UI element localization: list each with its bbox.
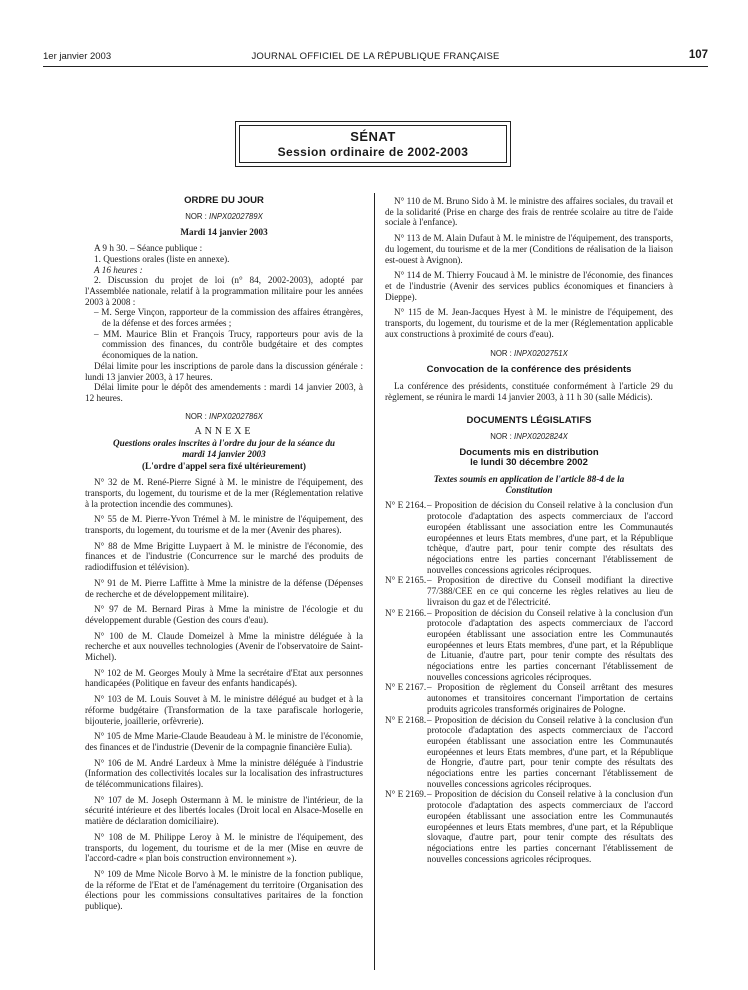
nor-label: NOR :: [185, 211, 207, 221]
document-label: N° E 2164.: [385, 500, 427, 511]
date-heading: Mardi 14 janvier 2003: [180, 227, 268, 238]
rapporteur-line: – MM. Maurice Blin et François Trucy, rapporteurs pour avis de la commission des finances, du contrôle budgétaire et des comptes économiques de la nation.: [94, 328, 363, 361]
question-item: N° 91 de M. Pierre Laffitte à Mme la ministre de la défense (Dépenses de recherche et de développement militaire).: [85, 577, 363, 599]
page-number: 107: [688, 49, 708, 61]
annexe-note: (L'ordre d'appel sera fixé ultérieurement): [142, 461, 306, 472]
documents-subheading-1: Documents mis en distribution: [459, 446, 599, 458]
agenda-line: A 9 h 30. – Séance publique :: [94, 243, 203, 254]
annexe-subtitle: Questions orales inscrites à l'ordre du jour de la séance du mardi 14 janvier 2003: [112, 438, 336, 459]
nor-code: INPX0202786X: [209, 411, 263, 421]
document-label: N° E 2165.: [385, 575, 427, 586]
document-text: – Proposition de décision du Conseil relative à la conclusion d'un protocole d'adaptation des aspects commerciaux de l'accord européen établissant une association entre les Communautés européennes et leurs Etats membres, d'une part, et la République slovaque, d'autre part, pour tenir compte des résultats des négociations entre les parties concernant l'établissement de nouvelles concessions agricoles réciproques.: [427, 789, 673, 864]
header-journal-title: JOURNAL OFFICIEL DE LA RÉPUBLIQUE FRANÇAISE: [251, 51, 500, 62]
column-divider: [374, 193, 375, 970]
annexe-title: ANNEXE: [194, 426, 254, 438]
session-title: Session ordinaire de 2002-2003: [277, 145, 469, 159]
question-item: N° 107 de M. Joseph Ostermann à M. le ministre de l'intérieur, de la sécurité intérieure et des libertés locales (Droit local en Alsace-Moselle en matière de déclaration domiciliaire).: [85, 794, 363, 827]
document-item: [385, 715, 673, 790]
document-item: [385, 682, 673, 714]
senat-title: SÉNAT: [350, 129, 396, 144]
nor-line: [85, 412, 363, 423]
document-label: N° E 2166.: [385, 607, 427, 618]
question-item: N° 100 de M. Claude Domeizel à Mme la ministre déléguée à la recherche et aux nouvelles technologies (Avenir de l'observatoire de Saint-Michel).: [85, 630, 363, 663]
nor-code: INPX0202824X: [514, 431, 568, 441]
convocation-title: Convocation de la conférence des présidents: [426, 364, 632, 376]
document-item: [385, 608, 673, 683]
rapporteur-line: – M. Serge Vinçon, rapporteur de la commission des affaires étrangères, de la défense et des forces armées ;: [94, 307, 363, 329]
documents-heading: DOCUMENTS LÉGISLATIFS: [466, 415, 592, 427]
document-label: N° E 2167.: [385, 682, 427, 693]
nor-label: NOR :: [490, 349, 512, 359]
document-text: – Proposition de décision du Conseil relative à la conclusion d'un protocole d'adaptation des aspects commerciaux de l'accord européen établissant une association entre les Communautés européennes et leurs Etats membres, d'une part, et la République de Hongrie, d'autre part, pour tenir compte des résultats des négociations entre les parties concernant l'établissement de nouvelles concessions agricoles réciproques.: [427, 714, 673, 789]
document-text: – Proposition de règlement du Conseil arrêtant des mesures autonomes et transitoires concernant l'importation de certains produits agricoles transformés originaires de Pologne.: [427, 682, 673, 714]
convocation-text: La conférence des présidents, constituée conformément à l'article 29 du règlement, se réunira le mardi 14 janvier 2003, à 11 h 30 (salle Médicis).: [385, 380, 673, 402]
question-item: N° 103 de M. Louis Souvet à M. le ministre délégué au budget et à la réforme budgétaire (Transformation de la taxe parafiscale horlogerie, bijouterie, joaillerie, orfèvrerie).: [85, 694, 363, 726]
document-text: – Proposition de décision du Conseil relative à la conclusion d'un protocole d'adaptation des aspects commerciaux de l'accord européen établissant une association entre les Communautés européennes et leurs Etats membres, d'une part, et la République tchèque, d'autre part, pour tenir compte des résultats des négociations entre les parties concernant l'établissement de nouvelles concessions agricoles réciproques.: [427, 500, 673, 575]
header-rule: [43, 66, 708, 67]
question-item: N° 88 de Mme Brigitte Luypaert à M. le ministre de l'économie, des finances et de l'industrie (Concurrence sur le marché des produits de radiodiffusion et télévision).: [85, 540, 363, 573]
senat-title-inner: [239, 125, 507, 163]
senat-title-box: [235, 121, 511, 167]
documents-subheading-2: le lundi 30 décembre 2002: [470, 457, 588, 469]
nor-code: INPX0202751X: [514, 349, 568, 359]
agenda-line: A 16 heures :: [94, 264, 143, 275]
question-item: N° 97 de M. Bernard Piras à Mme la ministre de l'écologie et du développement durable (Gestion des cours d'eau).: [85, 604, 363, 625]
document-text: – Proposition de décision du Conseil relative à la conclusion d'un protocole d'adaptation des aspects commerciaux de l'accord européen établissant une association entre les Communautés européennes et leurs Etats membres, d'une part, et la République de Lituanie, d'autre part, pour tenir compte des résultats des négociations entre les parties concernant l'établissement de nouvelles concessions agricoles réciproques.: [427, 607, 673, 682]
document-text: – Proposition de directive du Conseil modifiant la directive 77/388/CEE en ce qui concerne les règles relatives au lieu de livraison du gaz et de l'électricité.: [427, 575, 673, 607]
header-date: 1er janvier 2003: [43, 51, 112, 62]
document-item: [385, 575, 673, 607]
left-column: [85, 196, 363, 912]
delai-inscriptions: Délai limite pour les inscriptions de parole dans la discussion générale : lundi 13 janvier 2003, à 17 heures.: [85, 360, 363, 382]
document-item: [385, 789, 673, 864]
question-item: N° 109 de Mme Nicole Borvo à M. le ministre de la fonction publique, de la réforme de l'Etat et de l'aménagement du territoire (Organisation des élections pour les commissions consultatives paritaires de la fonction publique).: [85, 868, 363, 912]
document-label: N° E 2168.: [385, 714, 427, 725]
document-item: [385, 500, 673, 575]
page-header: [43, 49, 708, 65]
question-item: N° 55 de M. Pierre-Yvon Trémel à M. le ministre de l'équipement, des transports, du logement, du tourisme et de la mer (Avenir des phares).: [85, 514, 363, 535]
nor-line: [385, 349, 673, 360]
question-item: N° 105 de Mme Marie-Claude Beaudeau à M. le ministre de l'économie, des finances et de l'industrie (Devenir de la compagnie financière Eulia).: [85, 731, 363, 752]
question-item: N° 114 de M. Thierry Foucaud à M. le ministre de l'économie, des finances et de l'industrie (Avenir des services publics économiques et financiers à Dieppe).: [385, 270, 673, 302]
question-item: N° 106 de M. André Lardeux à Mme la ministre déléguée à l'industrie (Information des collectivités locales sur la localisation des infrastructures de télécommunications filaires).: [85, 757, 363, 790]
ordre-du-jour-heading: ORDRE DU JOUR: [184, 195, 264, 206]
question-item: N° 110 de M. Bruno Sido à M. le ministre des affaires sociales, du travail et de la solidarité (Prise en charge des frais de rentrée scolaire au titre de l'aide sociale à l'enfance).: [385, 196, 673, 228]
document-label: N° E 2169.: [385, 789, 427, 800]
question-item: N° 108 de M. Philippe Leroy à M. le ministre de l'équipement, des transports, du logement, du tourisme et de la mer (Mise en œuvre de l'accord-cadre « plan bois construction environnement »).: [85, 831, 363, 864]
delai-amendements: Délai limite pour le dépôt des amendements : mardi 14 janvier 2003, à 12 heures.: [85, 382, 363, 403]
nor-line: [385, 432, 673, 443]
agenda-line: 2. Discussion du projet de loi (n° 84, 2002-2003), adopté par l'Assemblée nationale, relatif à la programmation militaire pour les années 2003 à 2008 :: [85, 275, 363, 307]
question-item: N° 102 de M. Georges Mouly à Mme la secrétaire d'Etat aux personnes handicapées (Politique en faveur des enfants handicapés).: [85, 667, 363, 689]
question-item: N° 115 de M. Jean-Jacques Hyest à M. le ministre de l'équipement, des transports, du logement, du tourisme et de la mer (Réglementation applicable aux constructions à proximité de cours d'eau).: [385, 307, 673, 339]
nor-label: NOR :: [490, 431, 512, 441]
nor-label: NOR :: [185, 411, 207, 421]
question-item: N° 113 de M. Alain Dufaut à M. le ministre de l'équipement, des transports, du logement, du tourisme et de la mer (Conditions de réalisation de la liaison est-ouest à Avignon).: [385, 233, 673, 265]
agenda-line: 1. Questions orales (liste en annexe).: [94, 253, 230, 264]
documents-subheading-3: Textes soumis en application de l'article 88-4 de la Constitution: [433, 474, 625, 495]
nor-line: [85, 212, 363, 223]
question-item: N° 32 de M. René-Pierre Signé à M. le ministre de l'équipement, des transports, du logement, du tourisme et de la mer (Réglementation relative à la protection incendie des communes).: [85, 477, 363, 509]
right-column: [385, 196, 673, 864]
nor-code: INPX0202789X: [209, 211, 263, 221]
